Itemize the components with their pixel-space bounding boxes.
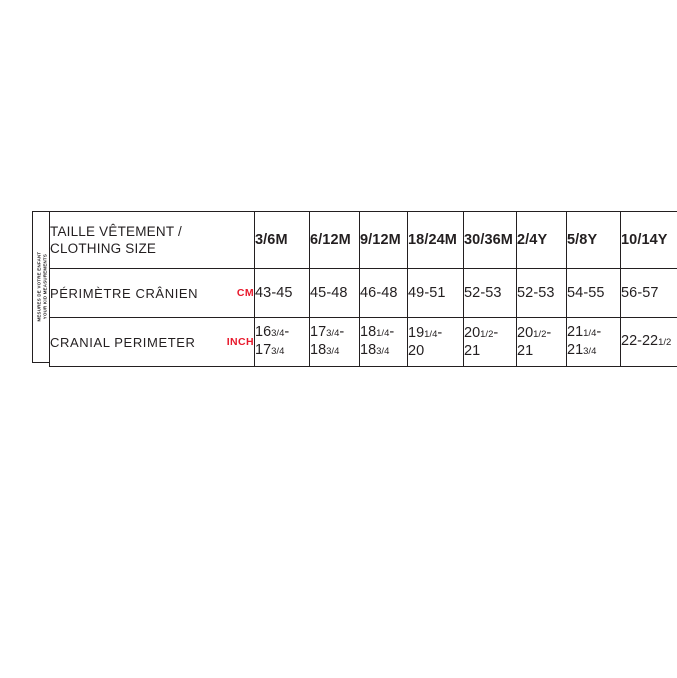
row-label-cell-inch xyxy=(50,318,255,367)
cell-inch-2: 181/4- 183/4 xyxy=(360,318,408,367)
row-unit-cm: CM xyxy=(236,287,254,299)
header-size-30-36m: 30/36M xyxy=(464,212,517,269)
row-unit-inch: INCH xyxy=(226,336,254,348)
header-size-5-8y: 5/8Y xyxy=(567,212,621,269)
cell-cm-7: 56-57 xyxy=(621,269,677,318)
cell-inch-5: 201/2- 21 xyxy=(517,318,567,367)
cell-cm-2: 46-48 xyxy=(360,269,408,318)
cell-inch-1: 173/4- 183/4 xyxy=(310,318,360,367)
side-label-line2: YOUR KID MEASUREMENTS xyxy=(41,254,47,320)
row-name-inch: CRANIAL PERIMETER xyxy=(50,334,196,350)
cell-cm-6: 54-55 xyxy=(567,269,621,318)
cell-inch-7: 22-221/2 xyxy=(621,318,677,367)
side-label xyxy=(32,211,50,363)
header-label-line1: TAILLE VÊTEMENT / xyxy=(50,224,182,239)
header-size-10-14y: 10/14Y xyxy=(621,212,677,269)
side-label-text xyxy=(36,252,47,322)
header-size-6-12m: 6/12M xyxy=(310,212,360,269)
side-label-line1: MESURES DE VOTRE ENFANT xyxy=(35,252,41,322)
cell-inch-6: 211/4- 213/4 xyxy=(567,318,621,367)
table-header-row xyxy=(50,212,677,269)
size-chart xyxy=(32,211,677,363)
cell-cm-4: 52-53 xyxy=(464,269,517,318)
cell-cm-5: 52-53 xyxy=(517,269,567,318)
cell-cm-3: 49-51 xyxy=(408,269,464,318)
header-size-3-6m: 3/6M xyxy=(255,212,310,269)
cell-inch-0: 163/4- 173/4 xyxy=(255,318,310,367)
cell-inch-4: 201/2- 21 xyxy=(464,318,517,367)
header-label-line2: CLOTHING SIZE xyxy=(50,241,157,256)
table-row-inch xyxy=(50,318,677,367)
header-size-18-24m: 18/24M xyxy=(408,212,464,269)
row-label-cell-cm xyxy=(50,269,255,318)
clothing-size-table xyxy=(49,211,677,367)
cell-cm-0: 43-45 xyxy=(255,269,310,318)
cell-inch-3: 191/4- 20 xyxy=(408,318,464,367)
header-size-2-4y: 2/4Y xyxy=(517,212,567,269)
table-row-cm xyxy=(50,269,677,318)
row-name-cm: PÉRIMÈTRE CRÂNIEN xyxy=(50,285,199,301)
header-size-9-12m: 9/12M xyxy=(360,212,408,269)
cell-cm-1: 45-48 xyxy=(310,269,360,318)
header-label-cell xyxy=(50,212,255,269)
